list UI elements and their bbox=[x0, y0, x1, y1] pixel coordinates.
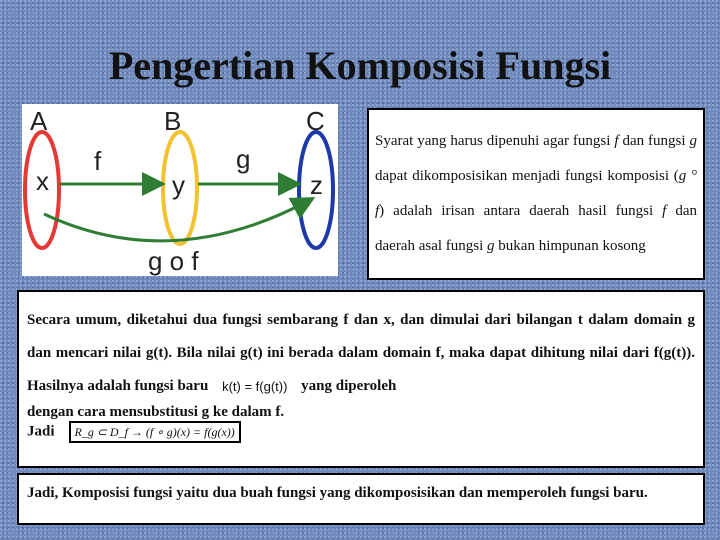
requirement-text: dan fungsi bbox=[618, 133, 690, 149]
explanation-box bbox=[17, 290, 705, 468]
conclusion-box bbox=[17, 473, 705, 525]
requirement-text: ) adalah irisan antara daerah hasil fungsi bbox=[379, 203, 663, 219]
arrow-gof bbox=[44, 200, 310, 241]
label-composite: g o f bbox=[148, 246, 199, 276]
symbol-g: g bbox=[487, 238, 495, 254]
requirement-box bbox=[367, 108, 705, 280]
label-elem-y: y bbox=[172, 170, 185, 200]
label-func-g: g bbox=[236, 144, 251, 174]
explanation-text: Secara umum, diketahui dua fungsi sembarang f dan x, dan dimulai dari bilangan t dalam domain g dan mencari nilai g(t). Bila nilai g(t) ini berada dalam domain f, maka dapat dihitung nilai dari f(g(t)). Hasilnya adalah fungsi baru bbox=[27, 312, 695, 394]
requirement-text: dapat dikomposisikan menjadi fungsi komposisi ( bbox=[375, 168, 679, 184]
label-set-a: A bbox=[30, 106, 48, 136]
explanation-text: dengan cara mensubstitusi g ke dalam f. bbox=[27, 404, 285, 420]
label-elem-x: x bbox=[36, 166, 49, 196]
symbol-f: f bbox=[614, 133, 619, 149]
explanation-text: yang diperoleh bbox=[301, 378, 397, 394]
jadi-label: Jadi bbox=[27, 423, 55, 440]
requirement-text: dan daerah asal fungsi bbox=[375, 203, 697, 254]
requirement-text: bukan himpunan kosong bbox=[494, 238, 646, 254]
slide-title: Pengertian Komposisi Fungsi bbox=[108, 43, 612, 88]
diagram-svg bbox=[22, 104, 338, 276]
label-set-c: C bbox=[306, 106, 325, 136]
conclusion-text: Jadi, Komposisi fungsi yaitu dua buah fungsi yang dikomposisikan dan memperoleh fungsi baru. bbox=[27, 485, 648, 501]
label-set-b: B bbox=[164, 106, 182, 136]
formula-k-of-t: k(t) = f(g(t)) bbox=[222, 378, 288, 394]
label-elem-z: z bbox=[310, 170, 323, 200]
requirement-text: Syarat yang harus dipenuhi agar fungsi bbox=[375, 133, 615, 149]
conclusion-line bbox=[27, 421, 695, 443]
composition-diagram bbox=[22, 104, 338, 276]
symbol-f: f bbox=[662, 203, 667, 219]
formula-composition: R_g ⊂ D_f → (f ∘ g)(x) = f(g(x)) bbox=[69, 421, 241, 443]
symbol-gof: g ° f bbox=[375, 168, 698, 219]
label-func-f: f bbox=[94, 146, 102, 176]
symbol-g: g bbox=[689, 133, 697, 149]
